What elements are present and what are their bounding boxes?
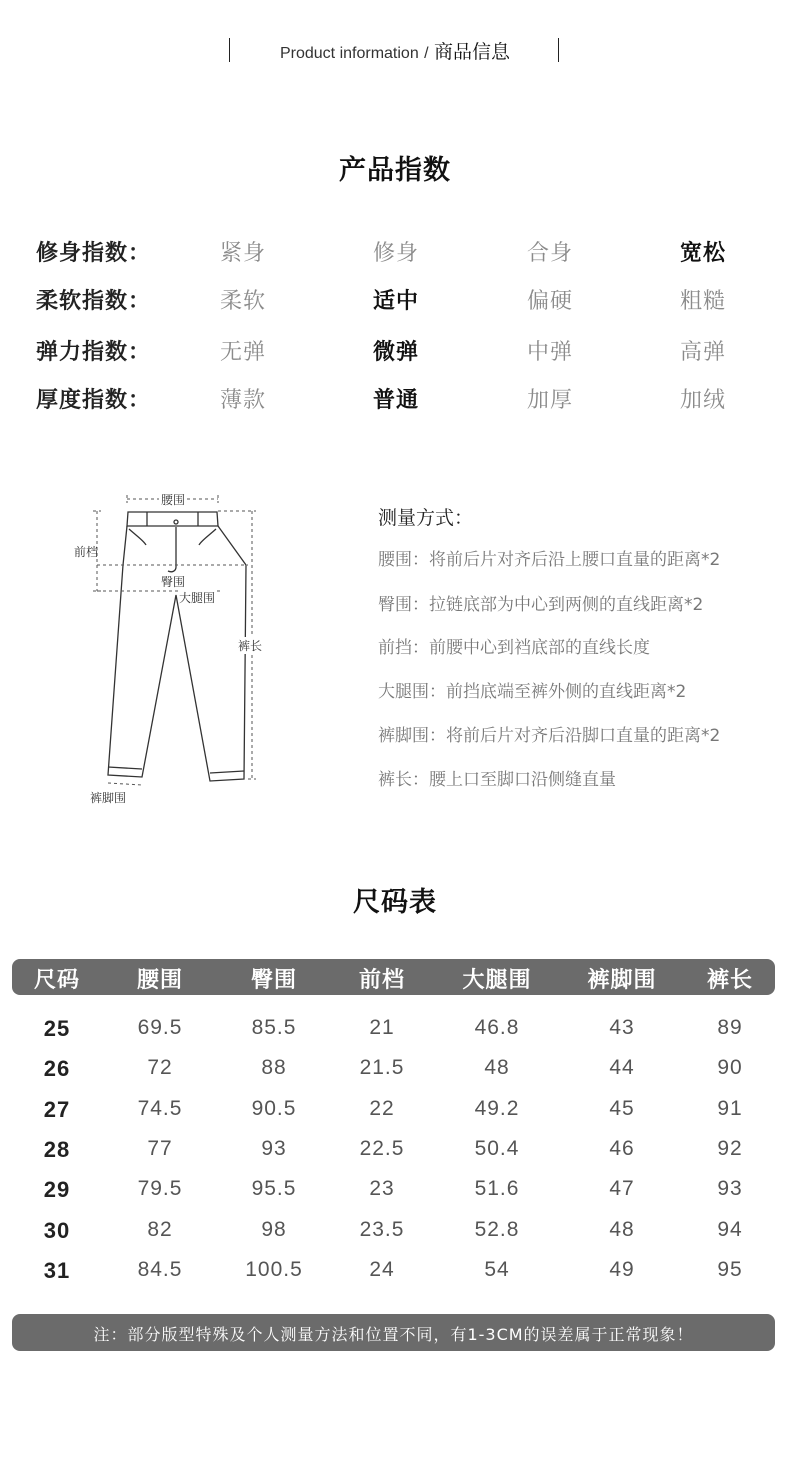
size-table-cell: 22	[369, 1097, 395, 1120]
index-option: 高弹	[680, 340, 727, 365]
size-table-size-cell: 29	[43, 1177, 71, 1202]
size-table-size-cell: 26	[43, 1056, 71, 1081]
index-row-label: 厚度指数：	[36, 388, 152, 413]
size-table-cell: 98	[261, 1218, 287, 1241]
header-right-divider	[558, 38, 559, 62]
size-table-cell: 92	[717, 1137, 743, 1160]
size-table-cell: 93	[717, 1177, 743, 1200]
size-table-cell: 89	[717, 1016, 743, 1039]
index-option: 柔软	[220, 289, 267, 314]
index-row-label: 修身指数：	[36, 241, 152, 266]
index-option-selected: 微弹	[373, 340, 420, 365]
size-table-cell: 51.6	[474, 1177, 520, 1200]
size-table-cell: 90	[717, 1056, 743, 1079]
index-option: 修身	[373, 241, 420, 266]
size-table-cell: 69.5	[137, 1016, 183, 1039]
size-table-cell: 82	[147, 1218, 173, 1241]
header-title-en: Product information	[279, 45, 419, 62]
index-row-label: 柔软指数：	[36, 289, 152, 314]
size-table-header-cell: 臀围	[250, 968, 298, 993]
size-table-cell: 74.5	[137, 1097, 183, 1120]
size-table-cell: 91	[717, 1097, 743, 1120]
size-table-cell: 100.5	[245, 1258, 303, 1281]
diagram-label-waist: 腰围	[161, 493, 186, 507]
diagram-label-length: 裤长	[238, 639, 263, 653]
size-table-cell: 52.8	[474, 1218, 520, 1241]
note-text: 注：部分版型特殊及个人测量方法和位置不同，有1-3CM的误差属于正常现象！	[93, 1325, 694, 1344]
measurement-line: 腰围：将前后片对齐后沿上腰口直量的距离*2	[378, 550, 721, 570]
index-option-selected: 普通	[373, 388, 420, 413]
size-table-cell: 88	[261, 1056, 287, 1079]
size-table-cell: 85.5	[251, 1016, 297, 1039]
size-table-header-cell: 尺码	[33, 968, 81, 993]
header-title-zh: 商品信息	[433, 41, 510, 63]
size-table-cell: 49.2	[474, 1097, 520, 1120]
size-table-cell: 22.5	[359, 1137, 405, 1160]
size-table-cell: 95.5	[251, 1177, 297, 1200]
size-table-header-cell: 腰围	[136, 968, 184, 993]
size-table-cell: 23	[369, 1177, 395, 1200]
size-table-cell: 46	[609, 1137, 635, 1160]
pants-diagram	[60, 485, 300, 815]
size-table-size-cell: 31	[43, 1258, 71, 1283]
index-option: 紧身	[220, 241, 267, 266]
section-header	[0, 37, 790, 64]
index-option-selected: 适中	[373, 289, 420, 314]
size-table-cell: 94	[717, 1218, 743, 1241]
index-option: 无弹	[220, 340, 267, 365]
size-table-cell: 46.8	[474, 1016, 520, 1039]
measurement-line: 臀围：拉链底部为中心到两侧的直线距离*2	[378, 595, 704, 615]
diagram-label-front-rise: 前档	[74, 545, 99, 559]
size-table-cell: 48	[609, 1218, 635, 1241]
index-option: 中弹	[527, 340, 574, 365]
size-table-cell: 47	[609, 1177, 635, 1200]
measurement-line: 大腿围：前挡底端至裤外侧的直线距离*2	[378, 682, 687, 702]
product-index-title: 产品指数	[339, 155, 451, 186]
size-table-size-cell: 30	[43, 1218, 71, 1243]
size-table-size-cell: 25	[43, 1016, 71, 1041]
size-table-cell: 43	[609, 1016, 635, 1039]
size-table-cell: 54	[484, 1258, 510, 1281]
size-table-title: 尺码表	[353, 887, 437, 918]
size-table-cell: 21	[369, 1016, 395, 1039]
measurement-line: 前挡：前腰中心到裆底部的直线长度	[378, 638, 650, 658]
size-table-header-cell: 前档	[358, 968, 406, 993]
size-table-size-cell: 28	[43, 1137, 71, 1162]
header-separator: /	[424, 45, 429, 62]
index-option: 加绒	[680, 388, 727, 413]
size-table-cell: 44	[609, 1056, 635, 1079]
size-table-cell: 49	[609, 1258, 635, 1281]
size-table-cell: 24	[369, 1258, 395, 1281]
size-table-cell: 72	[147, 1056, 173, 1079]
size-table-cell: 90.5	[251, 1097, 297, 1120]
index-option: 薄款	[220, 388, 267, 413]
size-table-cell: 50.4	[474, 1137, 520, 1160]
size-table-cell: 79.5	[137, 1177, 183, 1200]
size-table-header-cell: 裤脚围	[587, 968, 657, 993]
size-table-cell: 48	[484, 1056, 510, 1079]
diagram-label-hem: 裤脚围	[90, 791, 127, 805]
measurement-line: 裤长：腰上口至脚口沿侧缝直量	[378, 770, 616, 790]
diagram-label-thigh: 大腿围	[179, 591, 216, 605]
size-table-header-cell: 大腿围	[462, 968, 532, 993]
size-table-cell: 21.5	[359, 1056, 405, 1079]
size-table-cell: 45	[609, 1097, 635, 1120]
size-table-cell: 95	[717, 1258, 743, 1281]
size-table-cell: 93	[261, 1137, 287, 1160]
measurement-line: 裤脚围：将前后片对齐后沿脚口直量的距离*2	[378, 726, 721, 746]
index-option: 合身	[527, 241, 574, 266]
index-option: 偏硬	[527, 289, 574, 314]
size-table-cell: 23.5	[359, 1218, 405, 1241]
size-table-cell: 84.5	[137, 1258, 183, 1281]
measurement-title: 测量方式：	[378, 507, 474, 529]
index-option-selected: 宽松	[680, 241, 727, 266]
size-table-cell: 77	[147, 1137, 173, 1160]
size-table-header-cell: 裤长	[706, 968, 754, 993]
index-option: 加厚	[527, 388, 574, 413]
size-table-size-cell: 27	[43, 1097, 71, 1122]
index-option: 粗糙	[680, 289, 727, 314]
diagram-label-hip: 臀围	[161, 575, 186, 589]
index-row-label: 弹力指数：	[36, 340, 152, 365]
